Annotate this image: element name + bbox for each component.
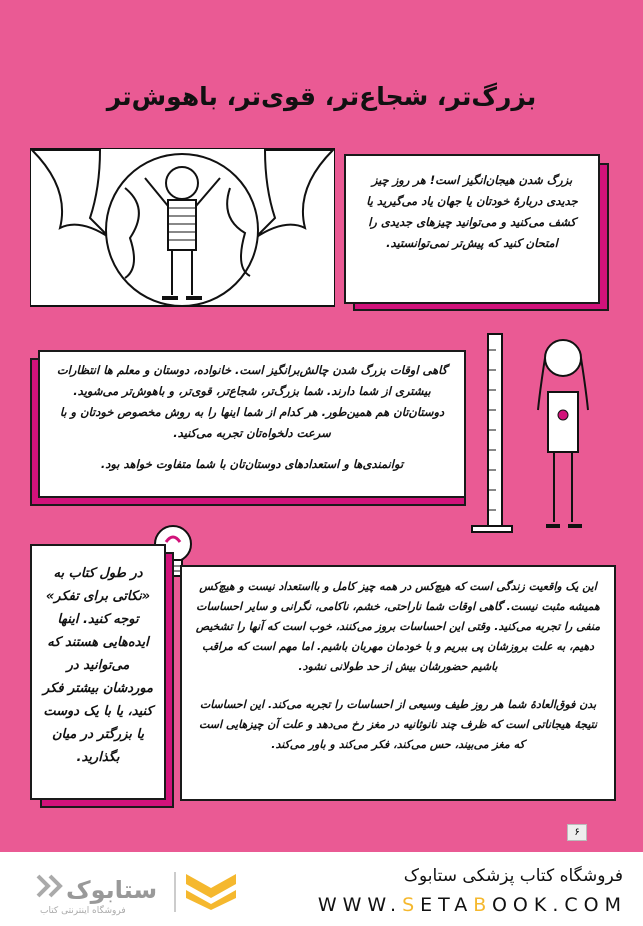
feelings-text-box — [180, 565, 616, 801]
url-part-accent: S — [402, 894, 421, 916]
thinking-tips-box — [30, 544, 166, 800]
feelings-paragraph-1: این یک واقعیت زندگی است که هیچ‌کس در همه چیز کامل و بااستعداد نیست و هیچ‌کس همیشه مثبت نیست. گاهی اوقات شما ناراحتی، خشم، ناکامی، نگرانی و سایر احساسات منفی را تجربه می‌کنید. وقتی این احساسات بروز می‌کنند، خوب است که آنها را تشخیص دهیم، به علت بروزشان پی ببریم و با خودمان مهربان باشیم. اما مهم است که مراقب باشیم حضورشان بیش از حد طولانی نشود. — [195, 580, 601, 673]
url-part: ETA — [420, 894, 474, 916]
curtain-globe-illustration — [30, 148, 335, 308]
intro-text: بزرگ شدن هیجان‌انگیز است! هر روز چیز جدیدی دربارهٔ خودتان یا جهان یاد می‌گیرید یا کشف می‌کنید و می‌توانید چیزهای جدیدی را امتحان کنید که پیش‌تر نمی‌توانستید. — [366, 173, 578, 250]
girl-height-ruler-illustration — [468, 330, 608, 545]
page-title: بزرگ‌تر، شجاع‌تر، قوی‌تر، باهوش‌تر — [106, 82, 537, 111]
store-url[interactable] — [318, 894, 627, 916]
challenge-paragraph-2: توانمندی‌ها و استعدادهای دوستان‌تان با شما متفاوت خواهد بود. — [100, 457, 404, 471]
logo-subtitle: فروشگاه اینترنتی کتاب — [40, 906, 126, 916]
intro-text-box — [344, 154, 600, 304]
url-part: OOK.COM — [491, 894, 627, 916]
challenge-paragraph-1: گاهی اوقات بزرگ شدن چالش‌برانگیز است. خانواده، دوستان و معلم ها انتظارات بیشتری از شما دارند. شما بزرگ‌تر، شجاع‌تر، قوی‌تر، و باهوش‌تر می‌شوید. دوستان‌تان هم همین‌طور. هر کدام از شما اینها را به روش مخصوص خودتان و با سرعت دلخواه‌تان تجربه می‌کنید. — [56, 363, 448, 440]
url-part-accent: B — [473, 894, 492, 916]
store-name: فروشگاه کتاب پزشکی ستابوک — [403, 866, 623, 886]
url-part: WWW. — [317, 894, 403, 916]
thinking-tips-text: در طول کتاب به «نکاتی برای تفکر» توجه کنید. اینها ایده‌هایی هستند که می‌توانید در موردشان بیشتر فکر کنید، یا با یک دوست یا بزرگتر در میان بگذارید. — [43, 566, 153, 765]
page-number: ۶ — [567, 824, 587, 841]
challenge-text-box — [38, 350, 466, 498]
logo-text: ستابوک — [66, 876, 158, 904]
feelings-paragraph-2: بدن فوق‌العادهٔ شما هر روز طیف وسیعی از احساسات را تجربه می‌کند. این احساسات نتیجهٔ هیجاناتی است که ظرف چند نانوثانیه در مغز رخ می‌دهد و علت آن چیزهایی است که مغز می‌بیند، حس می‌کند، فکر می‌کند و باور می‌کند. — [198, 698, 598, 751]
